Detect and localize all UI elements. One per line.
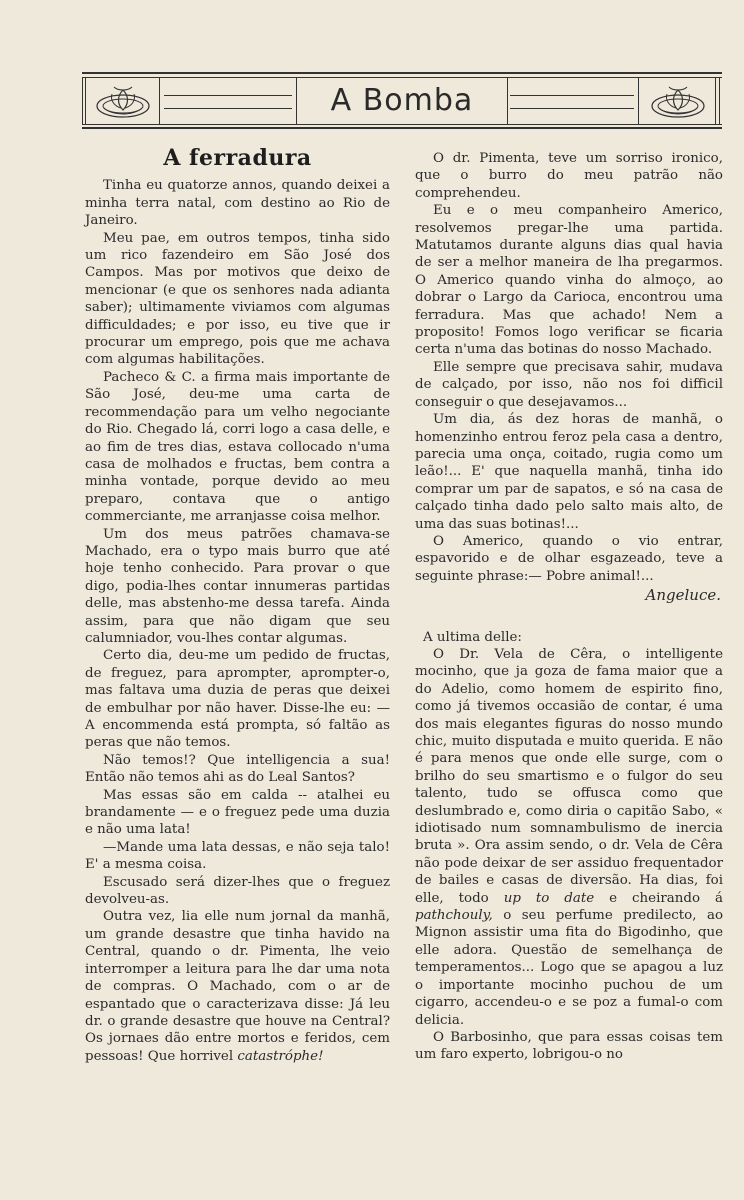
masthead-divider (82, 77, 83, 125)
masthead-title-box (296, 77, 508, 124)
paragraph (85, 908, 390, 1065)
italic-phrase: up to date (503, 890, 595, 906)
paragraph: —Mande uma lata dessas, e não seja talo! E' a mesma coisa. (85, 839, 390, 873)
paragraph (415, 646, 723, 1029)
masthead-divider (715, 77, 716, 125)
masthead-title: A Bomba (330, 83, 474, 118)
paragraph: Escusado será dizer-lhes que o freguez devolveu-as. (85, 874, 390, 908)
paragraph: Um dia, ás dez horas de manhã, o homenzinho entrou feroz pela casa a dentro, parecia uma onça, coitado, rugia como um leão!... E' que naquella manhã, tinha ido comprar um par de sapatos, e só na casa de calçado tinha dado pelo salto mais alto, de uma das suas botinas!... (415, 412, 723, 532)
lotus-ornament-icon (90, 82, 156, 120)
masthead-divider (638, 77, 639, 125)
paragraph-text: Outra vez, lia elle num jornal da manhã, um grande desastre que tinha havido na Central, quando o dr. Pimenta, lhe veio interromper a leitura para lhe dar uma nota de compras. O Machado, com o ar de espantado que o caracterizava disse: Já leu dr. o grande desastre que houve na Central? Os jornaes dão entre mortos e feridos, cem pessoas! Que horrivel (85, 909, 390, 1064)
paragraph-text: o seu perfume predilecto, ao Mignon assistir uma fita do Bigodinho, que elle adora. Questão de semelhança de temperamentos... Logo que se apagou a luz o importante mocinho puchou de um cigarro, accendeu-o e se poz a fumal-o com delicia. (415, 908, 724, 1028)
paragraph: O Barbosinho, que para essas coisas tem um faro experto, lobrigou-o no (415, 1029, 723, 1063)
masthead-rule (82, 124, 722, 125)
paragraph: Pacheco & C. a firma mais importante de São José, deu-me uma carta de recommendação para um velho negociante do Rio. Chegado lá, corri logo a casa delle, e ao fim de tres dias, estava collocado n'uma casa de molhados e fructas, bem contra a minha vontade, porque devido ao meu preparo, contava que o antigo commerciante, me arranjasse coisa melhor. (85, 369, 390, 525)
masthead-rule (82, 72, 722, 74)
section-heading: A ultima delle: (423, 629, 522, 645)
paragraph-text: O Dr. Vela de Cêra, o intelligente mocinho, que ja goza de fama maior que a do Adelio, como homem de espirito fino, como já tivemos occasião de contar, é uma dos mais elegantes figuras do nosso mundo chic, muito disputada e muito querida. E não é para menos que onde elle surge, com o brilho do seu smartismo e o fulgor do seu talento, tudo se offusca como que deslumbrado e, como diria o capitão Sabo, « idiotisado num somnambulismo de inercia bruta ». Ora assim sendo, o dr. Vela de Cêra não pode deixar de ser assiduo frequentador de bailes e casas de diversão. Ha dias, foi elle, todo (415, 646, 723, 906)
article-title: A ferradura (163, 145, 312, 171)
masthead-bar (510, 95, 634, 109)
paragraph: Tinha eu quatorze annos, quando deixei a minha terra natal, com destino ao Rio de Janeiro. (85, 178, 390, 229)
left-column (85, 145, 390, 1065)
italic-word: catastróphe! (237, 1048, 324, 1064)
italic-phrase: pathchouly, (415, 908, 493, 924)
paragraph: Eu e o meu companheiro Americo, resolvemos pregar-lhe uma partida. Matutamos durante alguns dias qual havia de ser a melhor maneira de lha pregarmos. O Americo quando vinha do almoço, ao dobrar o Largo da Carioca, encontrou uma ferradura. Mas que achado! Nem a proposito! Fomos logo verificar se ficaria certa n'uma das botinas do nosso Machado. (415, 203, 723, 358)
paragraph: O Americo, quando o vio entrar, espavorido e de olhar esgazeado, teve a seguinte phrase:— Pobre animal!... (415, 533, 723, 584)
lotus-ornament-icon (645, 82, 711, 120)
masthead-divider (159, 77, 160, 125)
paragraph: O dr. Pimenta, teve um sorriso ironico, que o burro do meu patrão não comprehendeu. (415, 151, 723, 201)
paragraph: Elle sempre que precisava sahir, mudava de calçado, por isso, não nos foi difficil conseguir o que desejavamos... (415, 359, 723, 410)
author-signature: Angeluce. (645, 586, 721, 605)
paragraph: Mas essas são em calda -- atalhei eu brandamente — e o freguez pede uma duzia e não uma lata! (85, 787, 390, 838)
right-column (415, 150, 723, 1064)
masthead-rule (82, 127, 722, 129)
section-gap (415, 605, 723, 629)
paragraph: Meu pae, em outros tempos, tinha sido um rico fazendeiro em São José dos Campos. Mas por motivos que deixo de mencionar (e que os senhores nada adianta saber); ultimamente viviamos com algumas difficuldades; e por isso, eu tive que ir procurar um emprego, pois que me achava com algumas habilitações. (85, 230, 390, 368)
masthead-divider (719, 77, 720, 125)
masthead-bar (164, 95, 292, 109)
paragraph: Certo dia, deu-me um pedido de fructas, de freguez, para aprompter, aprompter-o, mas faltava uma duzia de peras que deixei de embulhar por não haver. Disse-lhe eu: —A encommenda está prompta, só faltão as peras que não temos. (85, 648, 390, 751)
paragraph-text: e cheirando á (609, 890, 723, 906)
masthead-divider (85, 77, 86, 125)
paragraph: Um dos meus patrões chamava-se Machado, era o typo mais burro que até hoje tenho conhecido. Para provar o que digo, podia-lhes contar innumeras partidas delle, mas abstenho-me dessa tarefa. Ainda assim, para que não digam que seu calumniador, vou-lhes contar algumas. (85, 526, 390, 646)
paragraph: Não temos!? Que intelligencia a sua! Então não temos ahi as do Leal Santos? (85, 752, 390, 786)
masthead (82, 72, 722, 132)
